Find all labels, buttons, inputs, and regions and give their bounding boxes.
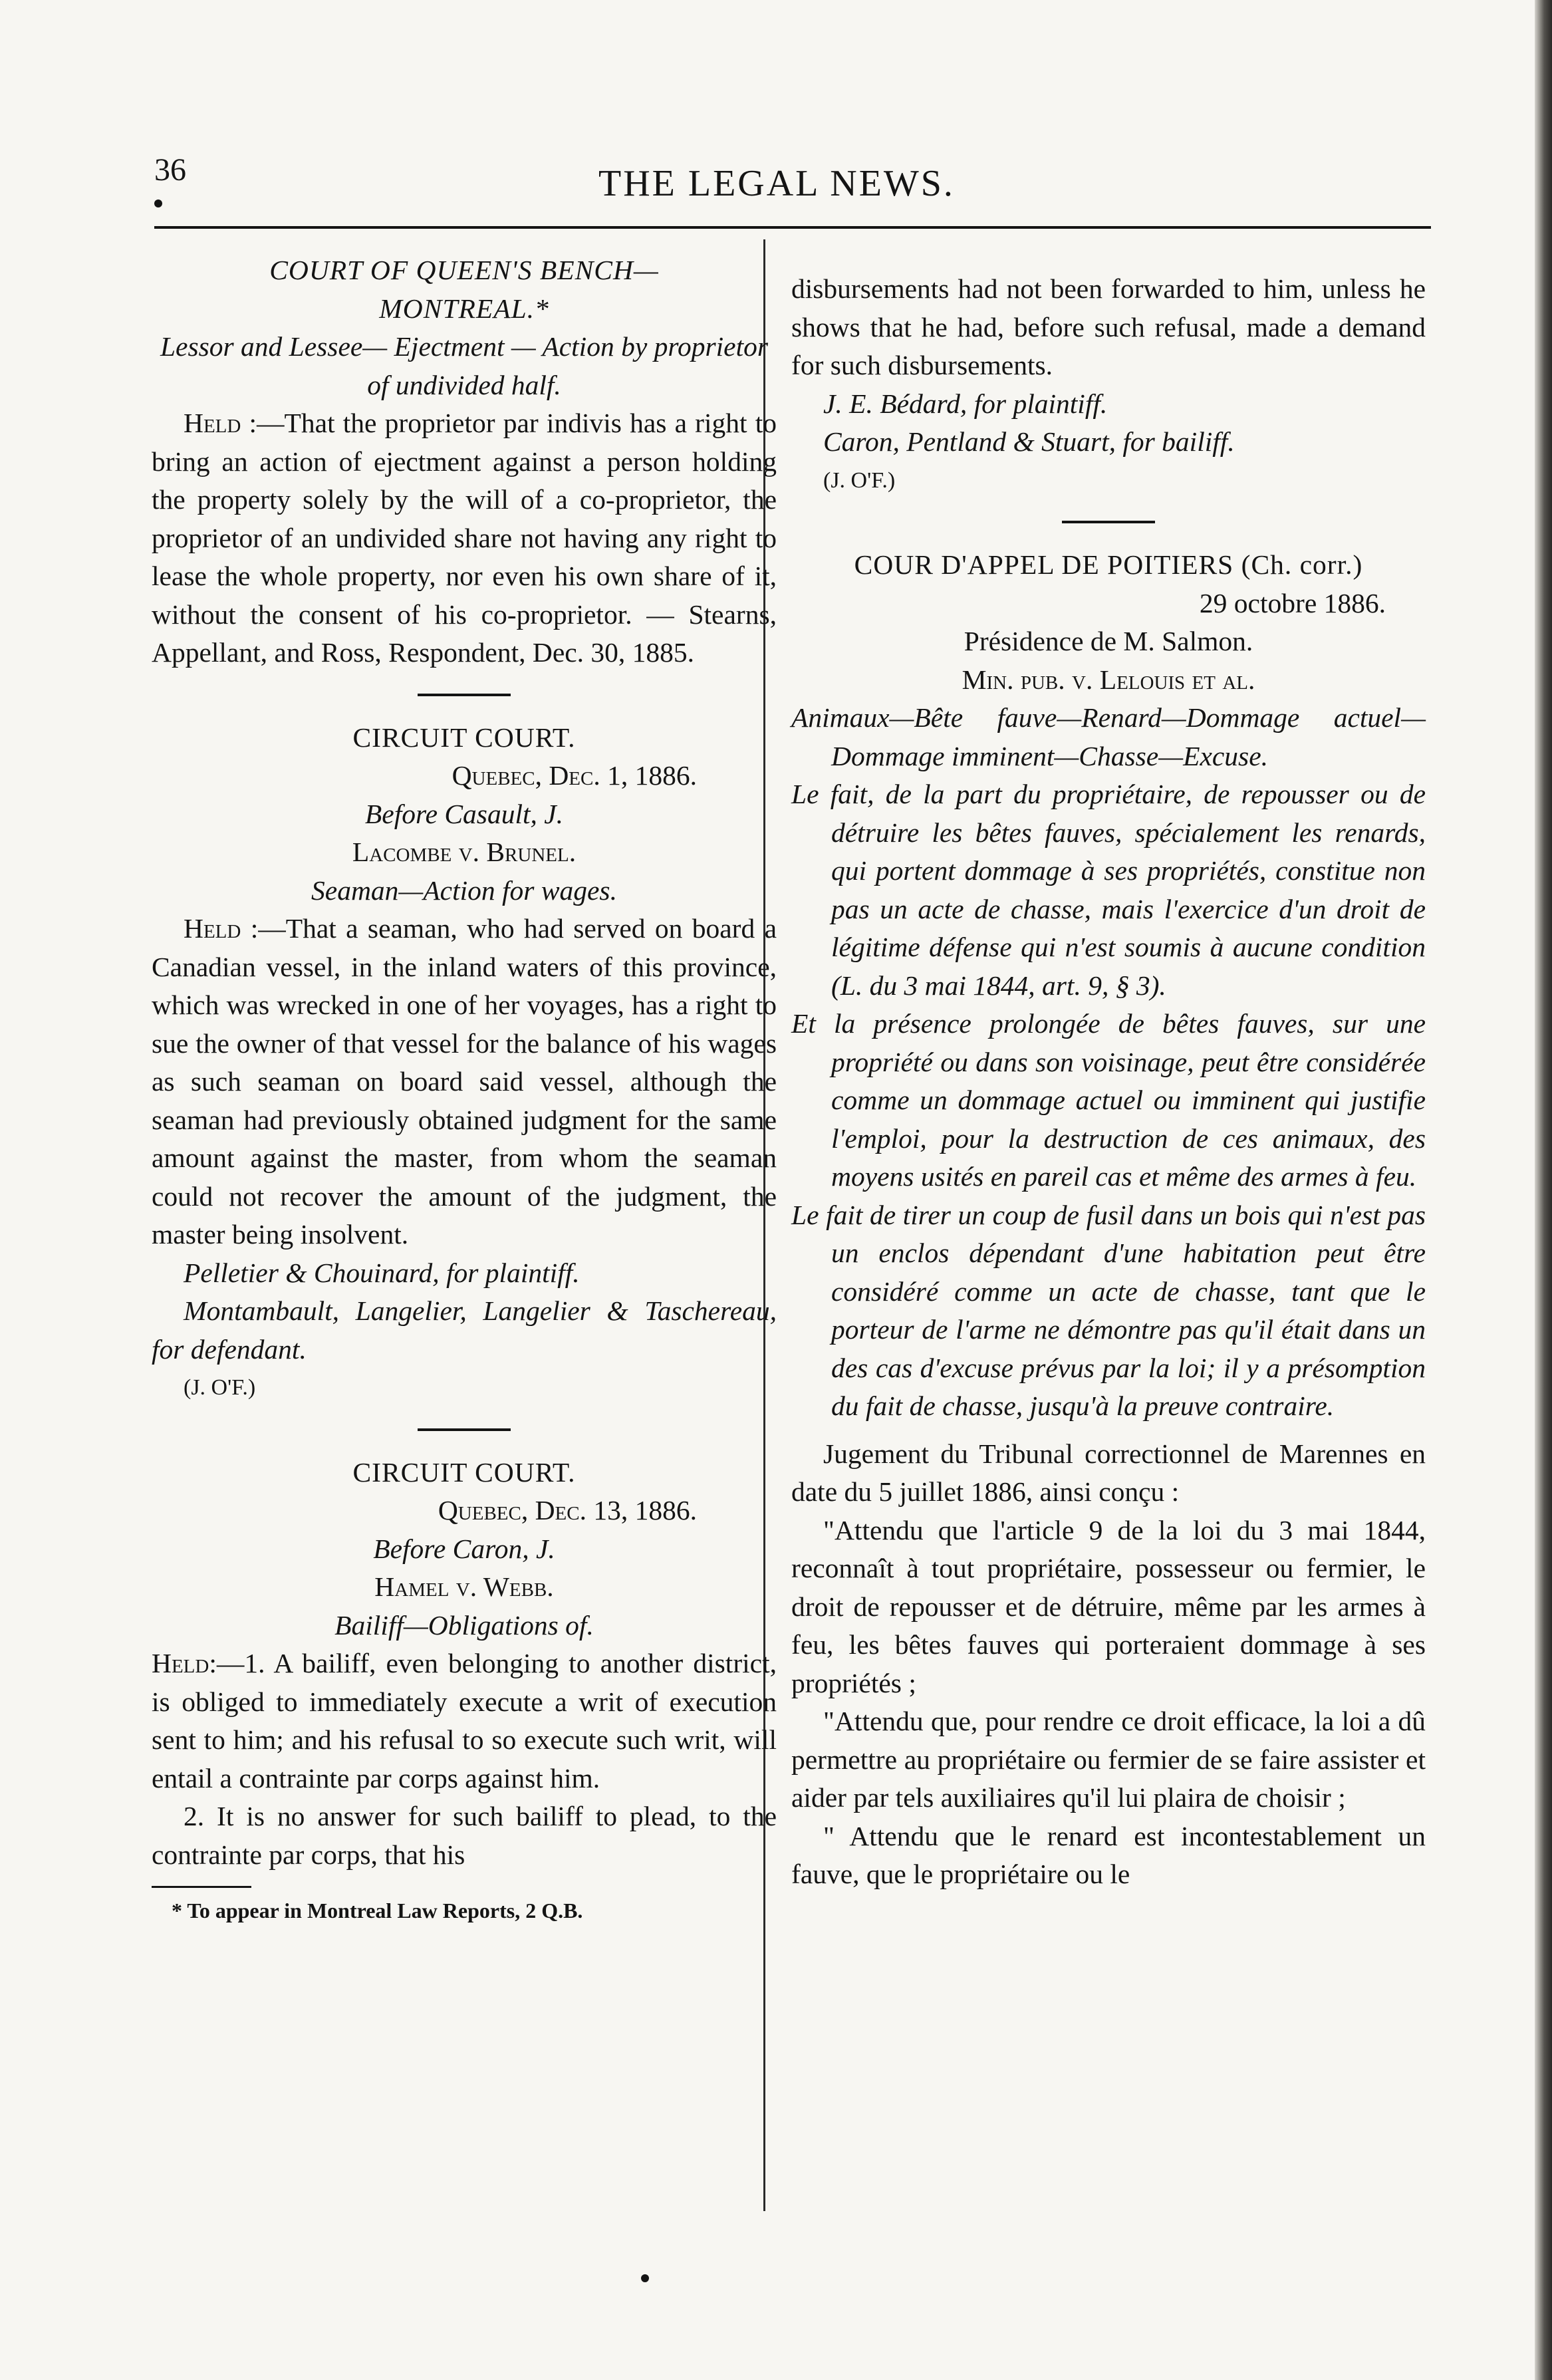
- counsel-plaintiff: J. E. Bédard, for plaintiff.: [823, 388, 1108, 419]
- court-heading: CIRCUIT COURT.: [352, 722, 576, 753]
- section-rule: [418, 1428, 511, 1431]
- held-text: :—That a seaman, who had served on board a Canadian vessel, in the inland waters of this province, which was wrecked in one of her voyages, has a right to sue the owner of that vessel for the balance of his wages as such seaman on board said vessel, although the seaman had previously obtained judgment for the same amount against the master, from whom the seaman could not recover the amount of the judgment, the master being insolvent.: [152, 913, 777, 1250]
- held-paragraph: [152, 1645, 777, 1797]
- held-paragraph: [152, 910, 777, 1254]
- section-rule: [418, 694, 511, 696]
- case-subject: Bailiff—Obligations of.: [334, 1609, 594, 1641]
- decision-date: 29 octobre 1886.: [1199, 587, 1386, 618]
- right-column: [791, 270, 1426, 1894]
- point-two: 2. It is no answer for such bailiff to plead, to the contrainte par corps, that his: [152, 1801, 777, 1870]
- counsel-plaintiff: Pelletier & Chouinard, for plaintiff.: [184, 1257, 580, 1288]
- header-rule: [154, 226, 1431, 229]
- case-subject: Lessor and Lessee— Ejectment — Action by proprietor of undivided half.: [160, 331, 769, 400]
- journal-title: THE LEGAL NEWS.: [598, 163, 955, 204]
- counsel-bailiff: Caron, Pentland & Stuart, for bailiff.: [823, 426, 1235, 457]
- reporter-initials: (J. O'F.): [184, 1375, 256, 1400]
- held-paragraph: [152, 404, 777, 672]
- left-column: [152, 251, 777, 1925]
- held-text: :—That the proprietor par indivis has a right to bring an action of ejectment against a person holding the property solely by the will of a co-proprietor, the proprietor of an undivided share not having any right to lease the whole property, nor even his own share of it, without the consent of his co-proprietor. — Stearns, Appellant, and Ross, Respondent, Dec. 30, 1885.: [152, 408, 777, 668]
- continuation-text: disbursements had not been forwarded to him, unless he shows that he had, before such refusal, made a demand for such disbursements.: [791, 273, 1426, 380]
- judge: Before Casault, J.: [364, 798, 564, 829]
- reporter-initials: (J. O'F.): [823, 467, 896, 493]
- judgment-paragraph: "Attendu que l'article 9 de la loi du 3 mai 1844, reconnaît à tout propriétaire, possesseur ou fermier, le droit de repousser et de détruire, même par les armes à feu, les bêtes fauves qui porteraient dommage à ses propriétés ;: [791, 1514, 1426, 1698]
- holding-3: Le fait de tirer un coup de fusil dans un bois qui n'est pas un enclos dépendant d'une habitation peut être considéré comme un acte de chasse, tant que le porteur de l'arme ne démontre pas qu'il était dans un des cas d'excuse prévus par la loi; il y a présomption du fait de chasse, jusqu'à la preuve contraire.: [791, 1199, 1426, 1421]
- held-text: :—1. A bailiff, even belonging to another district, is obliged to immediately execute a writ of execution sent to him; and his refusal to so execute such writ, will entail a contrainte par corps against him.: [152, 1648, 777, 1793]
- ink-dot: [154, 199, 162, 207]
- page-number: 36: [154, 152, 186, 188]
- footnote-rule: [152, 1886, 251, 1888]
- holding-1: Le fait, de la part du propriétaire, de repousser ou de détruire les bêtes fauves, spécialement les renards, qui portent dommage à ses propriétés, constitue non pas un acte de chasse, mais l'exercice d'un droit de légitime défense qui n'est soumis à aucune condition (L. du 3 mai 1844, art. 9, § 3).: [791, 779, 1426, 1001]
- court-heading-location: MONTREAL.*: [379, 293, 549, 324]
- judgment-paragraph: "Attendu que, pour rendre ce droit efficace, la loi a dû permettre au propriétaire ou fermier de se faire assister et aider par tels auxiliaires qu'il lui plaira de choisir ;: [791, 1706, 1426, 1813]
- judge: Before Caron, J.: [373, 1533, 555, 1564]
- parties: Lacombe v. Brunel.: [352, 837, 577, 867]
- judgment-paragraph: " Attendu que le renard est incontestablement un fauve, que le propriétaire ou le: [791, 1820, 1426, 1889]
- place-date: Quebec, Dec. 13, 1886.: [438, 1495, 697, 1525]
- footnote: * To appear in Montreal Law Reports, 2 Q.B.: [172, 1899, 583, 1922]
- court-heading: COUR D'APPEL DE POITIERS (Ch. corr.): [854, 549, 1363, 580]
- counsel-defendant: Montambault, Langelier, Langelier & Taschereau, for defendant.: [152, 1295, 777, 1365]
- holding-2: Et la présence prolongée de bêtes fauves, sur une propriété ou dans son voisinage, peut être considérée comme un dommage actuel ou imminent qui justifie l'emploi, pour la destruction de ces animaux, des moyens usités en pareil cas et même des armes à feu.: [791, 1008, 1426, 1192]
- section-rule: [1062, 521, 1155, 523]
- court-heading: COURT OF QUEEN'S BENCH—: [269, 255, 659, 285]
- held-label: Held: [184, 913, 241, 944]
- place-date: Quebec, Dec. 1, 1886.: [452, 760, 697, 791]
- presidence: Présidence de M. Salmon.: [964, 626, 1253, 656]
- held-label: Held: [152, 1648, 209, 1678]
- judgment-paragraph: Jugement du Tribunal correctionnel de Marennes en date du 5 juillet 1886, ainsi conçu :: [791, 1438, 1426, 1507]
- parties: Hamel v. Webb.: [374, 1571, 554, 1602]
- court-heading: CIRCUIT COURT.: [352, 1456, 576, 1488]
- page-edge-shadow: [1535, 0, 1552, 2380]
- case-subject: Animaux—Bête fauve—Renard—Dommage actuel—Dommage imminent—Chasse—Excuse.: [791, 702, 1426, 771]
- case-subject: Seaman—Action for wages.: [311, 874, 617, 906]
- ink-dot: [641, 2274, 649, 2282]
- held-label: Held: [184, 408, 241, 438]
- parties: Min. pub. v. Lelouis et al.: [962, 664, 1255, 695]
